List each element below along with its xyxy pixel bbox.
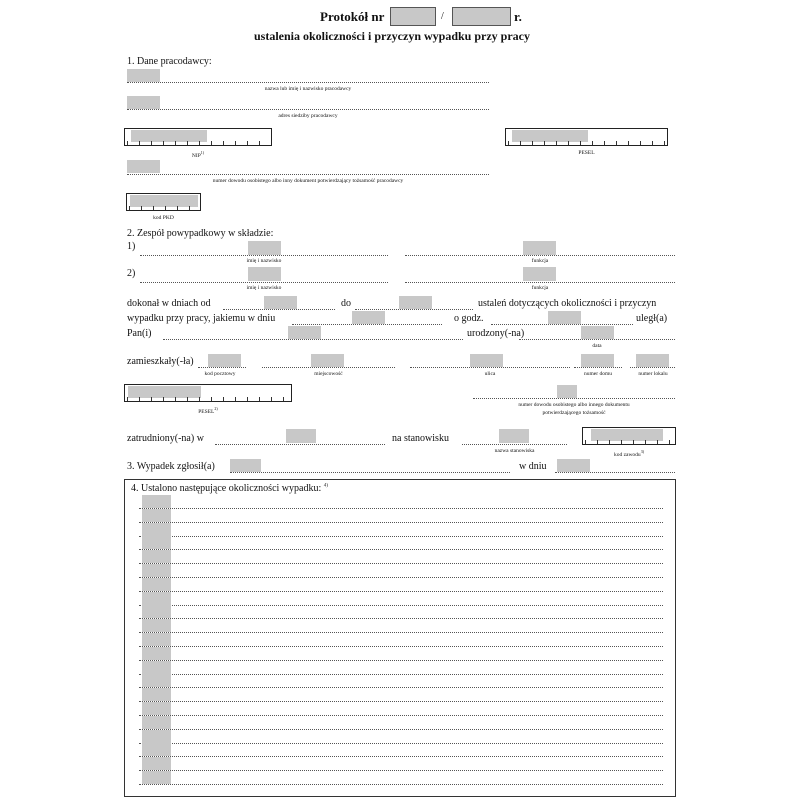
dotted-line	[127, 109, 489, 110]
section4-heading-wrap	[131, 483, 328, 494]
period-to-field[interactable]	[399, 296, 432, 309]
flat-number-field[interactable]	[636, 354, 669, 367]
position-label: na stanowisku	[392, 433, 449, 444]
dotted-line	[139, 784, 663, 785]
dotted-line	[140, 255, 388, 256]
circumstances-box	[124, 479, 676, 797]
circumstance-line-field[interactable]	[142, 605, 171, 618]
street-field[interactable]	[470, 354, 503, 367]
flat-number-caption: numer lokalu	[638, 371, 668, 377]
dotted-line	[462, 444, 567, 445]
circumstance-line-field[interactable]	[142, 536, 171, 549]
circumstance-line-field[interactable]	[142, 688, 171, 701]
circumstance-line-field[interactable]	[142, 619, 171, 632]
dotted-line	[139, 577, 663, 578]
dotted-line	[223, 309, 335, 310]
section4-footnote: 4)	[323, 483, 328, 489]
victim-pesel-caption: PESEL	[198, 408, 215, 415]
dotted-line	[405, 282, 675, 283]
dotted-line	[198, 367, 246, 368]
city-caption: miejscowość	[314, 371, 343, 377]
dotted-line	[139, 687, 663, 688]
postal-code-caption: kod pocztowy	[204, 371, 236, 377]
reported-by-label: 3. Wypadek zgłosił(a)	[127, 461, 215, 472]
dotted-line	[139, 743, 663, 744]
circumstance-line-field[interactable]	[142, 564, 171, 577]
reported-date-field[interactable]	[557, 459, 590, 472]
title-suffix: r.	[514, 9, 522, 24]
circumstance-line-field[interactable]	[142, 647, 171, 660]
position-caption: nazwa stanowiska	[494, 448, 535, 454]
accident-date-field[interactable]	[352, 311, 385, 324]
birth-date-field[interactable]	[581, 326, 614, 339]
period-from-field[interactable]	[264, 296, 297, 309]
suffered-label: uległ(a)	[636, 313, 668, 324]
circumstance-line-field[interactable]	[142, 702, 171, 715]
circumstance-line-field[interactable]	[142, 495, 171, 508]
member1-number: 1)	[127, 241, 136, 252]
dotted-line	[555, 472, 675, 473]
period-label: dokonał w dniach od	[127, 298, 211, 309]
page-subtitle: ustalenia okoliczności i przyczyn wypadku przy pracy	[254, 29, 531, 43]
circumstance-line-field[interactable]	[142, 730, 171, 743]
dotted-line	[405, 255, 675, 256]
dotted-line	[519, 339, 675, 340]
position-field[interactable]	[499, 429, 529, 443]
employer-pesel-box[interactable]	[505, 128, 668, 146]
birth-date-caption: data	[592, 343, 602, 349]
circumstance-line-field[interactable]	[142, 633, 171, 646]
dotted-line	[410, 367, 570, 368]
dotted-line	[139, 549, 663, 550]
postal-code-field[interactable]	[208, 354, 241, 367]
nip-footnote: 1)	[200, 150, 205, 155]
dotted-line	[139, 632, 663, 633]
employer-address-caption: adres siedziby pracodawcy	[278, 113, 338, 119]
employer-id-caption: numer dowodu osobistego albo inny dokument potwierdzający tożsamość pracodawcy	[212, 178, 404, 184]
city-field[interactable]	[311, 354, 344, 367]
victim-name-field[interactable]	[288, 326, 321, 339]
dotted-line	[139, 522, 663, 523]
dotted-line	[139, 508, 663, 509]
accident-date-label: wypadku przy pracy, jakiemu w dniu	[127, 313, 276, 324]
dotted-line	[139, 646, 663, 647]
victim-label: Pan(i)	[127, 328, 152, 339]
dotted-line	[139, 591, 663, 592]
dotted-line	[139, 701, 663, 702]
circumstance-line-field[interactable]	[142, 716, 171, 729]
dotted-line	[139, 770, 663, 771]
house-number-field[interactable]	[581, 354, 614, 367]
reported-by-field[interactable]	[230, 459, 261, 472]
circumstance-line-field[interactable]	[142, 661, 171, 674]
employer-name-field[interactable]	[127, 69, 160, 82]
employed-label: zatrudniony(-na) w	[127, 433, 204, 444]
circumstance-line-field[interactable]	[142, 592, 171, 605]
dotted-line	[140, 282, 388, 283]
victim-pesel-footnote: 2)	[214, 406, 218, 411]
dotted-line	[163, 339, 463, 340]
dotted-line	[139, 660, 663, 661]
circumstance-line-field[interactable]	[142, 578, 171, 591]
accident-time-field[interactable]	[548, 311, 581, 324]
job-code-ticks	[585, 440, 673, 444]
employer-name-caption: nazwa lub imię i nazwisko pracodawcy	[264, 86, 352, 92]
victim-pesel-box[interactable]	[124, 384, 292, 402]
victim-id-caption-1: numer dowodu osobistego albo innego dokumentu	[518, 402, 630, 408]
nip-box[interactable]	[124, 128, 272, 146]
victim-pesel-ticks	[127, 397, 289, 401]
dotted-line	[230, 472, 510, 473]
dotted-line	[139, 605, 663, 606]
employer-pesel-ticks	[508, 141, 665, 145]
member2-function-caption: funkcja	[531, 285, 549, 291]
dotted-line	[139, 618, 663, 619]
dotted-line	[139, 729, 663, 730]
residence-label: zamieszkały(-ła)	[127, 356, 194, 367]
dotted-line	[139, 715, 663, 716]
member1-name-field[interactable]	[248, 241, 281, 255]
section4-heading: 4. Ustalono następujące okoliczności wypadku:	[131, 483, 322, 494]
nip-caption: NIP	[191, 152, 201, 159]
dotted-line	[139, 536, 663, 537]
dotted-line	[139, 756, 663, 757]
circumstance-line-field[interactable]	[142, 743, 171, 756]
dotted-line	[473, 398, 675, 399]
victim-id-caption-2: potwierdzającego tożsamość	[542, 410, 606, 416]
protocol-year-field[interactable]	[452, 7, 511, 26]
dotted-line	[139, 563, 663, 564]
employer-workplace-field[interactable]	[286, 429, 316, 443]
victim-id-field[interactable]	[557, 385, 577, 398]
reported-date-label: w dniu	[519, 461, 547, 472]
member2-name-field[interactable]	[248, 267, 281, 281]
pkd-box[interactable]	[126, 193, 201, 211]
section1-heading: 1. Dane pracodawcy:	[127, 56, 212, 67]
findings-label: ustaleń dotyczących okoliczności i przyczyn	[478, 298, 657, 309]
period-to-label: do	[341, 298, 351, 309]
victim-pesel-caption-wrap	[124, 406, 292, 415]
member1-function-field[interactable]	[523, 241, 556, 255]
dotted-line	[127, 82, 489, 83]
nip-ticks	[127, 141, 269, 145]
nip-caption-wrap	[124, 150, 272, 159]
job-code-caption: kod zawodu	[613, 451, 641, 458]
dotted-line	[139, 674, 663, 675]
dotted-line	[127, 174, 489, 175]
dotted-line	[574, 367, 622, 368]
pkd-caption: kod PKD	[153, 215, 174, 221]
circumstance-line-field[interactable]	[142, 550, 171, 563]
pkd-ticks	[129, 206, 198, 210]
employer-pesel-caption: PESEL	[578, 150, 595, 156]
circumstance-line-field[interactable]	[142, 509, 171, 522]
title-separator: /	[441, 11, 444, 22]
circumstance-line-field[interactable]	[142, 674, 171, 687]
born-label: urodzony(-na)	[467, 328, 525, 339]
section2-heading: 2. Zespół powypadkowy w składzie:	[127, 228, 274, 239]
street-caption: ulica	[484, 371, 496, 377]
job-code-caption-wrap	[582, 449, 676, 458]
employer-id-field[interactable]	[127, 160, 160, 173]
dotted-line	[491, 324, 633, 325]
job-code-box[interactable]	[582, 427, 676, 445]
dotted-line	[262, 367, 395, 368]
dotted-line	[355, 309, 473, 310]
house-number-caption: numer domu	[584, 371, 612, 377]
member2-function-field[interactable]	[523, 267, 556, 281]
member2-number: 2)	[127, 268, 136, 279]
dotted-line	[215, 444, 385, 445]
title-prefix: Protokół nr	[320, 9, 385, 24]
employer-address-field[interactable]	[127, 96, 160, 109]
circumstance-line-field[interactable]	[142, 757, 171, 770]
dotted-line	[292, 324, 442, 325]
member1-name-caption: imię i nazwisko	[246, 258, 282, 264]
job-code-footnote: 3)	[640, 449, 645, 454]
circumstance-line-field[interactable]	[142, 771, 171, 784]
protocol-number-field[interactable]	[390, 7, 436, 26]
dotted-line	[630, 367, 675, 368]
accident-time-label: o godz.	[454, 313, 484, 324]
circumstance-line-field[interactable]	[142, 523, 171, 536]
member2-name-caption: imię i nazwisko	[246, 285, 282, 291]
member1-function-caption: funkcja	[531, 258, 549, 264]
